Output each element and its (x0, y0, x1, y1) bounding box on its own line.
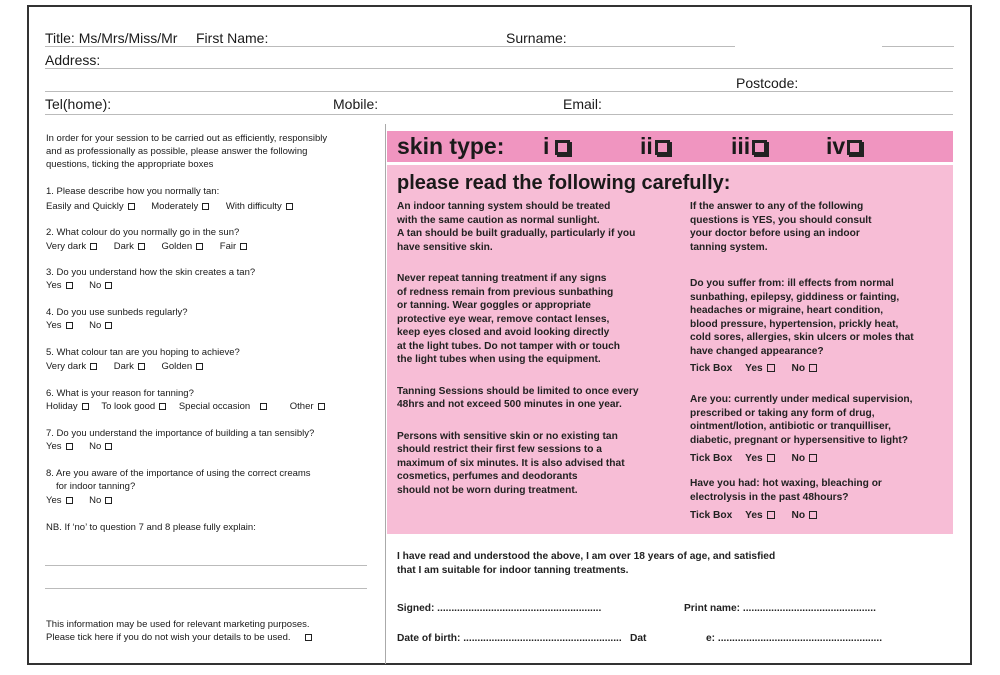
checkbox[interactable] (105, 282, 112, 289)
checkbox[interactable] (847, 140, 862, 155)
condition-block-3 (690, 477, 882, 523)
marketing-text: Please tick here if you do not wish your details to be used. (46, 632, 291, 643)
condition-line: electrolysis in the past 48hours? (690, 491, 849, 503)
option-label: Other (289, 401, 314, 412)
date-label-a: Dat (630, 633, 647, 644)
print-name-field[interactable]: Print name: ............................................... (684, 603, 876, 614)
checkbox[interactable] (202, 203, 209, 210)
checkbox[interactable] (82, 403, 89, 410)
declaration-line: I have read and understood the above, I am over 18 years of age, and satisfied (397, 551, 776, 562)
option-label: Golden (161, 361, 193, 372)
skin-type-option-iv[interactable] (826, 133, 862, 160)
option-label: Yes (46, 320, 62, 331)
condition-line: prescribed or taking any form of drug, (690, 407, 875, 419)
notice-line: A tan should be built gradually, particularly if you (397, 228, 636, 239)
question-6: 6. What is your reason for tanning? (46, 388, 194, 399)
option-label: Very dark (46, 361, 87, 372)
condition-line: headaches or migraine, heart condition, (690, 305, 884, 316)
notice-line: or tanning. Wear goggles or appropriate (397, 300, 591, 311)
option-label: Fair (219, 241, 237, 252)
address-line[interactable] (45, 68, 953, 69)
checkbox[interactable] (66, 443, 73, 450)
option-label: No (89, 441, 102, 452)
notice-line: at the light tubes. Do not tamper with or touch (397, 340, 620, 352)
checkbox[interactable] (138, 243, 145, 250)
option-label: ii (640, 133, 653, 159)
condition-line: ointment/lotion, antibiotic or tranquilliser, (690, 421, 891, 432)
checkbox[interactable] (90, 243, 97, 250)
first-name-label: First Name: (196, 30, 269, 46)
condition-line: diabetic, pregnant or hypersensitive to light? (690, 434, 908, 446)
option-label: With difficulty (225, 201, 282, 212)
option-label: Special occasion (178, 401, 251, 412)
condition-line: have changed appearance? (690, 345, 824, 357)
notice-line: cosmetics, perfumes and deodorants (397, 471, 578, 482)
surname-label: Surname: (506, 30, 567, 46)
condition-line: cold sores, allergies, skin ulcers or moles that (690, 332, 914, 343)
tick-row-1 (690, 362, 914, 376)
intro-line-1: In order for your session to be carried out as efficiently, responsibly (46, 133, 328, 144)
notice-line: keep eyes closed and avoid looking directly (397, 327, 610, 338)
notice-left-text (397, 200, 639, 497)
notice-line: maximum of six minutes. It is also advised that (397, 457, 625, 469)
checkbox[interactable] (286, 203, 293, 210)
skin-type-option-ii[interactable] (640, 133, 670, 160)
checkbox[interactable] (105, 443, 112, 450)
notice-heading: please read the following carefully: (397, 172, 731, 194)
question-3: 3. Do you understand how the skin creates a tan? (46, 267, 256, 278)
q8-options (46, 495, 112, 507)
explain-line-1[interactable] (45, 565, 367, 566)
tick-row-3 (690, 509, 882, 523)
option-label: iv (826, 133, 846, 159)
contact-line[interactable] (45, 114, 953, 115)
name-line[interactable] (45, 46, 735, 47)
option-label: No (89, 320, 102, 331)
tick-row-2 (690, 452, 913, 466)
address-label: Address: (45, 52, 101, 68)
condition-block-1 (690, 277, 914, 376)
name-line-end[interactable] (882, 46, 954, 47)
notice-line: should restrict their first few sessions to a (397, 444, 602, 455)
notice-line: of redness remain from previous sunbathing (397, 286, 614, 298)
q6-options (46, 401, 325, 413)
notice-line: Never repeat tanning treatment if any signs (397, 273, 607, 284)
checkbox[interactable] (138, 363, 145, 370)
marketing-line-1: This information may be used for relevant marketing purposes. (46, 619, 310, 630)
notice-line: 48hrs and not exceed 500 minutes in one year. (397, 399, 622, 410)
q5-options (46, 361, 203, 373)
condition-line: blood pressure, hypertension, prickly heat, (690, 318, 899, 330)
checkbox[interactable] (655, 140, 670, 155)
skin-type-option-iii[interactable] (731, 133, 767, 160)
option-label: Moderately (151, 201, 199, 212)
notice-line: have sensitive skin. (397, 241, 493, 253)
condition-line: Are you: currently under medical supervision, (690, 394, 913, 405)
option-label: Golden (161, 241, 193, 252)
email-label: Email: (563, 96, 602, 112)
tick-box-label: Tick Box (690, 510, 733, 521)
marketing-line-2 (46, 632, 312, 644)
option-label: Easily and Quickly (46, 201, 124, 212)
option-label: iii (731, 133, 751, 159)
checkbox[interactable] (128, 203, 135, 210)
yes-checkbox[interactable] (767, 511, 775, 519)
nb-note: NB. If ‘no’ to question 7 and 8 please fully explain: (46, 522, 256, 533)
yes-checkbox[interactable] (767, 364, 775, 372)
skin-type-option-i[interactable] (543, 133, 570, 160)
notice-line: your doctor before using an indoor (690, 228, 860, 239)
option-label: Yes (46, 280, 62, 291)
question-2: 2. What colour do you normally go in the sun? (46, 227, 240, 238)
notice-line: with the same caution as normal sunlight. (397, 214, 600, 226)
declaration-text (397, 550, 775, 577)
notice-line: tanning system. (690, 241, 768, 253)
notice-right-intro (690, 200, 872, 254)
question-8: 8. Are you aware of the importance of using the correct creams (46, 468, 311, 479)
question-4: 4. Do you use sunbeds regularly? (46, 307, 188, 318)
spacer (397, 412, 639, 430)
marketing-opt-out-checkbox[interactable] (305, 634, 312, 641)
q4-options (46, 320, 112, 332)
no-label: No (791, 363, 806, 374)
notice-line: Persons with sensitive skin or no existing tan (397, 430, 618, 442)
option-label: i (543, 133, 550, 159)
option-label: Dark (113, 361, 134, 372)
checkbox[interactable] (90, 363, 97, 370)
tick-box-label: Tick Box (690, 453, 733, 464)
yes-checkbox[interactable] (767, 454, 775, 462)
question-5: 5. What colour tan are you hoping to achieve? (46, 347, 240, 358)
option-label: Dark (113, 241, 134, 252)
tick-box-label: Tick Box (690, 363, 733, 374)
yes-label: Yes (745, 363, 763, 374)
notice-line: questions is YES, you should consult (690, 214, 872, 226)
no-checkbox[interactable] (809, 454, 817, 462)
checkbox[interactable] (105, 497, 112, 504)
no-checkbox[interactable] (809, 364, 817, 372)
date-field[interactable]: e: .......................................................... (706, 633, 883, 644)
yes-label: Yes (745, 510, 763, 521)
option-label: No (89, 495, 102, 506)
no-label: No (791, 453, 806, 464)
mobile-label: Mobile: (333, 96, 379, 112)
notice-line: should not be worn during treatment. (397, 484, 578, 496)
option-label: Very dark (46, 241, 87, 252)
checkbox[interactable] (260, 403, 267, 410)
postcode-line[interactable] (45, 91, 953, 92)
q3-options (46, 280, 112, 292)
condition-line: Have you had: hot waxing, bleaching or (690, 478, 882, 489)
explain-line-2[interactable] (45, 588, 367, 589)
notice-line: If the answer to any of the following (690, 201, 864, 212)
no-label: No (791, 510, 806, 521)
column-divider (385, 124, 386, 664)
condition-block-2 (690, 393, 913, 466)
checkbox[interactable] (159, 403, 166, 410)
option-label: To look good (101, 401, 156, 412)
checkbox[interactable] (66, 322, 73, 329)
spacer (397, 367, 639, 385)
checkbox[interactable] (555, 140, 570, 155)
q1-options (46, 201, 293, 213)
checkbox[interactable] (66, 497, 73, 504)
checkbox[interactable] (318, 403, 325, 410)
option-label: No (89, 280, 102, 291)
notice-line: the light tubes when using the equipment. (397, 354, 601, 365)
intro-line-2: and as professionally as possible, please answer the following (46, 146, 308, 157)
title-label: Title: Ms/Mrs/Miss/Mr (45, 30, 178, 46)
spacer (397, 254, 639, 272)
checkbox[interactable] (105, 322, 112, 329)
declaration-line: that I am suitable for indoor tanning treatments. (397, 564, 629, 576)
no-checkbox[interactable] (809, 511, 817, 519)
checkbox[interactable] (196, 243, 203, 250)
option-label: Yes (46, 441, 62, 452)
intro-line-3: questions, ticking the appropriate boxes (46, 159, 214, 170)
yes-label: Yes (745, 453, 763, 464)
checkbox[interactable] (66, 282, 73, 289)
checkbox[interactable] (196, 363, 203, 370)
condition-line: sunbathing, epilepsy, giddiness or fainting, (690, 291, 900, 303)
notice-line: Tanning Sessions should be limited to once every (397, 385, 639, 397)
signed-field[interactable]: Signed: .......................................................... (397, 603, 602, 614)
question-8-cont: for indoor tanning? (56, 481, 136, 492)
checkbox[interactable] (752, 140, 767, 155)
postcode-label: Postcode: (736, 75, 799, 91)
dob-field[interactable]: Date of birth: ........................................................ (397, 633, 622, 644)
skin-type-label: skin type: (397, 133, 505, 159)
condition-line: Do you suffer from: ill effects from normal (690, 278, 894, 289)
question-1: 1. Please describe how you normally tan: (46, 186, 220, 197)
option-label: Yes (46, 495, 62, 506)
notice-line: protective eye wear, remove contact lenses, (397, 313, 610, 325)
notice-line: An indoor tanning system should be treated (397, 201, 611, 212)
tel-label: Tel(home): (45, 96, 112, 112)
question-7: 7. Do you understand the importance of building a tan sensibly? (46, 428, 315, 439)
q2-options (46, 241, 247, 253)
option-label: Holiday (46, 401, 78, 412)
checkbox[interactable] (240, 243, 247, 250)
q7-options (46, 441, 112, 453)
